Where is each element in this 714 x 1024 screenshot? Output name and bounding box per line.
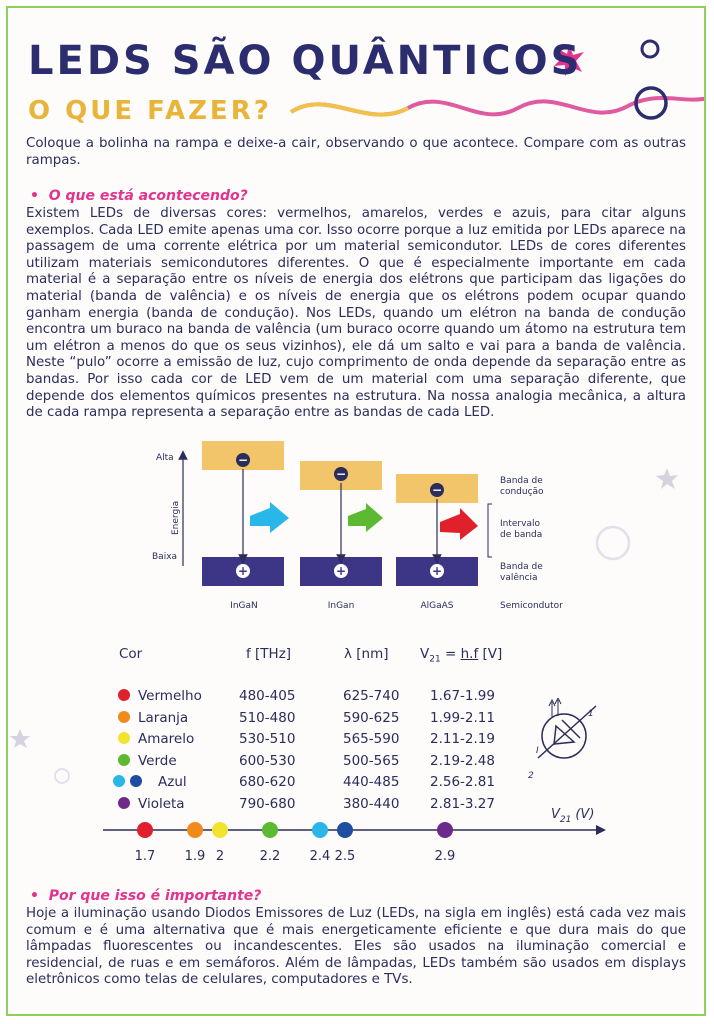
table-header-frequency: f [THz] (246, 646, 292, 662)
wavelength-value: 440-485 (343, 774, 400, 790)
page (6, 6, 706, 1016)
color-dot (118, 753, 130, 769)
color-dot (118, 731, 130, 747)
terminal-label-2: 2 (528, 771, 534, 778)
voltage-point (137, 822, 153, 838)
frequency-value: 510-480 (239, 709, 296, 726)
axis-label-unit: (V) (575, 807, 595, 822)
material-label-3: AlGaAS (420, 601, 454, 611)
voltage-value: 1.67-1.99 (430, 688, 495, 704)
color-dot-icon (113, 775, 125, 787)
frequency-value: 790-680 (239, 795, 296, 812)
gap-bracket (488, 504, 492, 557)
color-dot-icon (118, 754, 130, 766)
voltage-tick-label: 2.2 (259, 849, 281, 864)
voltage-point (337, 822, 353, 838)
color-dot-icon (130, 775, 142, 787)
voltage-subscript: 21 (429, 654, 441, 665)
color-dot-icon (118, 732, 130, 744)
color-dot-icon (118, 689, 130, 701)
valence-label: Banda de (500, 562, 543, 572)
axis-label (551, 807, 594, 825)
hole-sign: + (335, 564, 347, 578)
conduction-label: condução (500, 487, 544, 497)
frequency-value: 680-620 (239, 774, 296, 790)
electron-sign: − (335, 467, 347, 481)
voltage-axis (8, 795, 706, 878)
color-dot (113, 774, 142, 790)
voltage-point (187, 822, 203, 838)
hole-sign: + (431, 564, 443, 578)
voltage-point (262, 822, 278, 838)
current-label: I (536, 746, 539, 756)
voltage-tick-label: 2.5 (334, 849, 356, 864)
axis-low-label: Baixa (152, 552, 178, 562)
color-name: Laranja (138, 709, 189, 726)
voltage-unit: [V] (482, 646, 503, 662)
voltage-tick-label: 1.9 (184, 849, 206, 864)
voltage-point (437, 822, 453, 838)
voltage-tick-label: 1.7 (134, 849, 156, 864)
table-header-voltage (420, 646, 502, 665)
axis-label-sub: 21 (559, 815, 572, 825)
voltage-tick-label: 2.9 (434, 849, 456, 864)
importance-text: Hoje a iluminação usando Diodos Emissores de Luz (LEDs, na sigla em inglês) está cada vez mais comum e é uma alternativa que é mais energeticamente eficiente e que dura mais do que lâmpadas fluorescentes ou incandescentes. Eles são usados na iluminação comercial e residencial, de ruas e em semáforos. Além de lâmpadas, LEDs também são usados em displays eletrônicos como telas de celulares, computadores e TVs. (26, 906, 686, 988)
formula-numerator: h.f (460, 646, 479, 662)
heading-text: Por que isso é importante? (48, 888, 262, 904)
color-dot (118, 710, 130, 726)
light-arrow-green (348, 503, 383, 532)
wavelength-value: 590-625 (343, 709, 400, 726)
electron-sign: − (431, 483, 443, 497)
voltage-value: 2.11-2.19 (430, 731, 495, 747)
color-name: Verde (138, 752, 177, 769)
color-name: Vermelho (138, 688, 202, 704)
frequency-value: 600-530 (239, 752, 296, 769)
terminal-label-1: 1 (588, 709, 594, 719)
color-name: Amarelo (138, 731, 195, 747)
semiconductor-label: Semicondutor (500, 601, 563, 611)
material-label-2: InGan (327, 601, 355, 611)
gap-label: de banda (500, 530, 543, 540)
table-header-color: Cor (119, 646, 143, 662)
valence-label: valência (500, 573, 538, 583)
voltage-tick-label: 2.4 (309, 849, 331, 864)
voltage-value: 2.81-3.27 (430, 795, 495, 812)
light-arrow-red (440, 508, 478, 540)
electron-sign: − (237, 453, 249, 467)
voltage-point (212, 822, 228, 838)
wavelength-value: 625-740 (343, 688, 400, 704)
voltage-value: 2.56-2.81 (430, 774, 495, 790)
section-heading-what-to-do: O QUE FAZER? (28, 96, 272, 126)
equals-sign: = (440, 646, 461, 662)
frequency-value: 480-405 (239, 688, 296, 704)
led-symbol-icon (516, 698, 606, 778)
heading-text: O que está acontecendo? (48, 188, 248, 204)
material-label-1: InGaN (230, 601, 258, 611)
light-arrow-blue (250, 502, 289, 533)
color-dot-icon (118, 711, 130, 723)
section-heading-whats-happening: • O que está acontecendo? (30, 188, 248, 204)
frequency-value: 530-510 (239, 731, 296, 747)
table-header-wavelength: λ [nm] (344, 646, 389, 662)
voltage-symbol: V (420, 646, 430, 662)
voltage-value: 1.99-2.11 (430, 709, 495, 726)
color-name: Azul (158, 774, 187, 790)
conduction-label: Banda de (500, 476, 543, 486)
section-heading-why-important: • Por que isso é importante? (30, 888, 262, 904)
voltage-tick-label: 2 (215, 849, 225, 864)
axis-label-v: V (551, 807, 560, 822)
explanation-text: Existem LEDs de diversas cores: vermelhos, amarelos, verdes e azuis, para citar alguns exemplos. Cada LED emite apenas uma cor. Isso ocorre porque a luz emitida por LEDs aparece na passagem de uma corrente elétrica por um material semicondutor. LEDs de cores diferentes utilizam materiais semicondutores diferentes. O que é especialmente importante em cada material é a separação entre os níveis de energia dos elétrons que participam das ligações do material (banda de valência) e os níveis de energia que os elétrons podem ocupar quando ganham energia (banda de condução). Nos LEDs, quando um elétron na banda de condução encontra um buraco na banda de valência (um buraco ocorre quando um átomo na estrutura tem um elétron a menos do que os seus vizinhos), ele dá um salto e vai para a banda de valência. Neste “pulo” ocorre a emissão de luz, cujo comprimento de onda depende da separação entre as bandas. Por isso cada cor de LED vem de um material com uma separação diferente, que depende dos elementos químicos presentes na estrutura. Na nossa analogia mecânica, a altura de cada rampa representa a separação entre as bandas de cada LED. (26, 206, 686, 421)
color-name: Violeta (138, 795, 185, 812)
wavelength-value: 565-590 (343, 731, 400, 747)
page-title: LEDS SÃO QUÂNTICOS (28, 38, 583, 84)
hole-sign: + (237, 564, 249, 578)
axis-high-label: Alta (156, 453, 174, 463)
voltage-value: 2.19-2.48 (430, 752, 495, 769)
axis-title: Energia (171, 500, 181, 535)
instructions-text: Coloque a bolinha na rampa e deixe-a cair, observando o que acontece. Compare com as outras rampas. (26, 136, 686, 168)
wavelength-value: 500-565 (343, 752, 400, 769)
wavelength-value: 380-440 (343, 795, 400, 812)
color-dot (118, 688, 130, 704)
gap-label: Intervalo (500, 519, 540, 529)
voltage-point (312, 822, 328, 838)
